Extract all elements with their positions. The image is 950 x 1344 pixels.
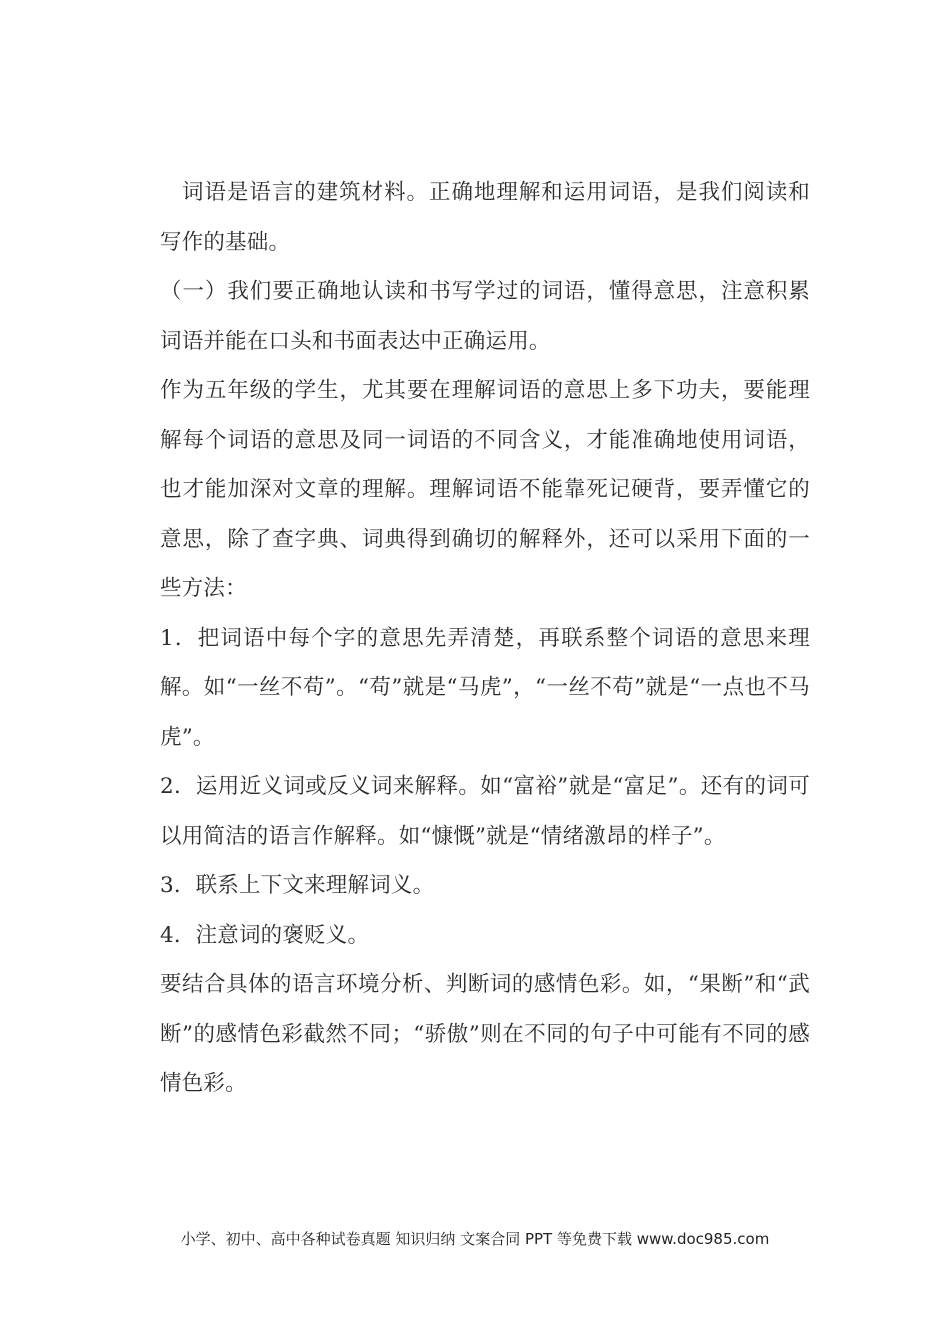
- paragraph-method-3: 3．联系上下文来理解词义。: [160, 873, 435, 898]
- paragraph-sentiment: 要结合具体的语言环境分析、判断词的感情色彩。如，“果断”和“武断”的感情色彩截然不同；“骄傲”则在不同的句子中可能有不同的感情色彩。: [160, 972, 810, 1096]
- paragraph-intro: 词语是语言的建筑材料。正确地理解和运用词语，是我们阅读和写作的基础。: [160, 180, 810, 255]
- paragraph-section-one: （一）我们要正确地认读和书写学过的词语，懂得意思，注意积累词语并能在口头和书面表达中正确运用。: [160, 279, 810, 354]
- paragraph-method-2: 2．运用近义词或反义词来解释。如“富裕”就是“富足”。还有的词可以用简洁的语言作解释。如“慷慨”就是“情绪激昂的样子”。: [160, 774, 810, 849]
- document-body: [160, 168, 810, 1109]
- paragraph-methods-intro: 作为五年级的学生，尤其要在理解词语的意思上多下功夫，要能理解每个词语的意思及同一词语的不同含义，才能准确地使用词语，也才能加深对文章的理解。理解词语不能靠死记硬背，要弄懂它的意思，除了查字典、词典得到确切的解释外，还可以采用下面的一些方法：: [160, 378, 810, 601]
- paragraph-method-1: 1．把词语中每个字的意思先弄清楚，再联系整个词语的意思来理解。如“一丝不苟”。“苟”就是“马虎”，“一丝不苟”就是“一点也不马虎”。: [160, 625, 810, 750]
- footer-banner: 小学、初中、高中各种试卷真题 知识归纳 文案合同 PPT 等免费下载 www.doc985.com: [180, 1230, 770, 1248]
- paragraph-method-4: 4．注意词的褒贬义。: [160, 922, 370, 948]
